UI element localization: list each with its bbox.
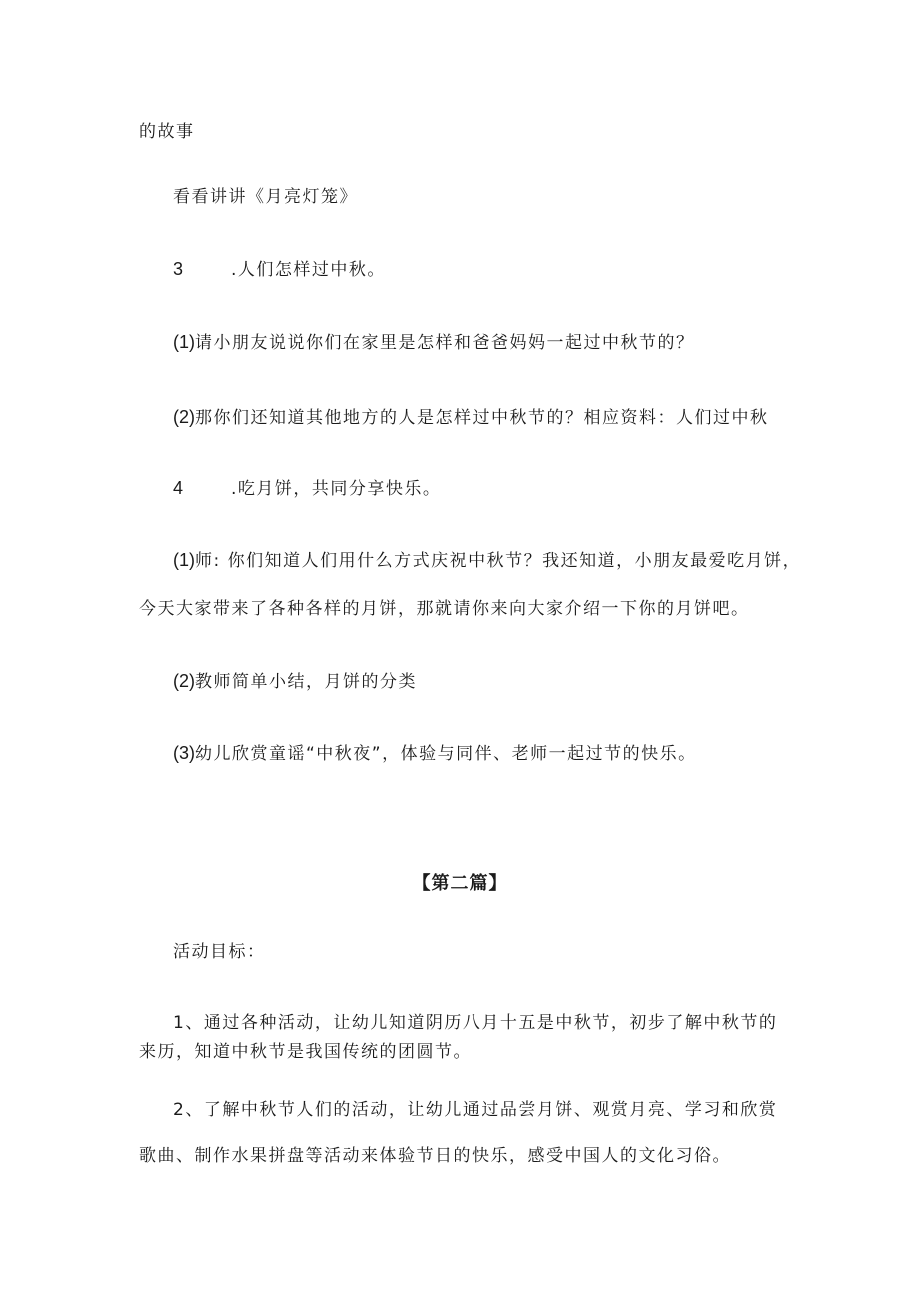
list-item-4-1-continuation: 今天大家带来了各种各样的月饼，那就请你来向大家介绍一下你的月饼吧。 [139, 599, 750, 619]
goals-label: 活动目标： [173, 942, 266, 962]
list-item-text: .吃月饼，共同分享快乐。 [231, 479, 442, 499]
list-item-number: (1) [173, 550, 195, 570]
goal-2-line-2: 歌曲、制作水果拼盘等活动来体验节日的快乐，感受中国人的文化习俗。 [139, 1146, 731, 1166]
goal-1-line-1: 1、通过各种活动，让幼儿知道阴历八月十五是中秋节，初步了解中秋节的 [173, 1013, 778, 1033]
list-item-text: 那你们还知道其他地方的人是怎样过中秋节的？相应资料：人们过中秋 [195, 408, 769, 428]
list-item-4 [173, 476, 441, 501]
list-item-3-1 [173, 330, 695, 355]
list-item-text: 师: 你们知道人们用什么方式庆祝中秋节？我还知道，小朋友最爱吃月饼， [195, 551, 802, 571]
list-item-3-2 [173, 405, 769, 430]
list-item-number: (2) [173, 671, 195, 691]
list-item-number: (2) [173, 407, 195, 427]
list-item-text: 教师简单小结，月饼的分类 [195, 672, 417, 692]
list-item-4-2 [173, 669, 417, 694]
goal-2-line-1: 2、了解中秋节人们的活动，让幼儿通过品尝月饼、观赏月亮、学习和欣赏 [173, 1100, 778, 1120]
list-item-4-3 [173, 741, 697, 766]
list-item-number: (1) [173, 332, 195, 352]
list-item-3 [173, 257, 386, 282]
goal-1-line-2: 来历，知道中秋节是我国传统的团圆节。 [139, 1042, 472, 1062]
list-item-text: .人们怎样过中秋。 [231, 260, 386, 280]
list-item-number: 3 [173, 259, 185, 279]
list-item-4-1 [173, 548, 801, 573]
list-item-number: (3) [173, 743, 195, 763]
list-item-text: 幼儿欣赏童谣“中秋夜”，体验与同伴、老师一起过节的快乐。 [195, 744, 697, 764]
list-item-text: 请小朋友说说你们在家里是怎样和爸爸妈妈一起过中秋节的？ [195, 333, 695, 353]
text-line-watch: 看看讲讲《月亮灯笼》 [173, 187, 358, 207]
text-line-story: 的故事 [139, 122, 195, 142]
section-heading: 【第二篇】 [412, 873, 508, 894]
list-item-number: 4 [173, 478, 185, 498]
